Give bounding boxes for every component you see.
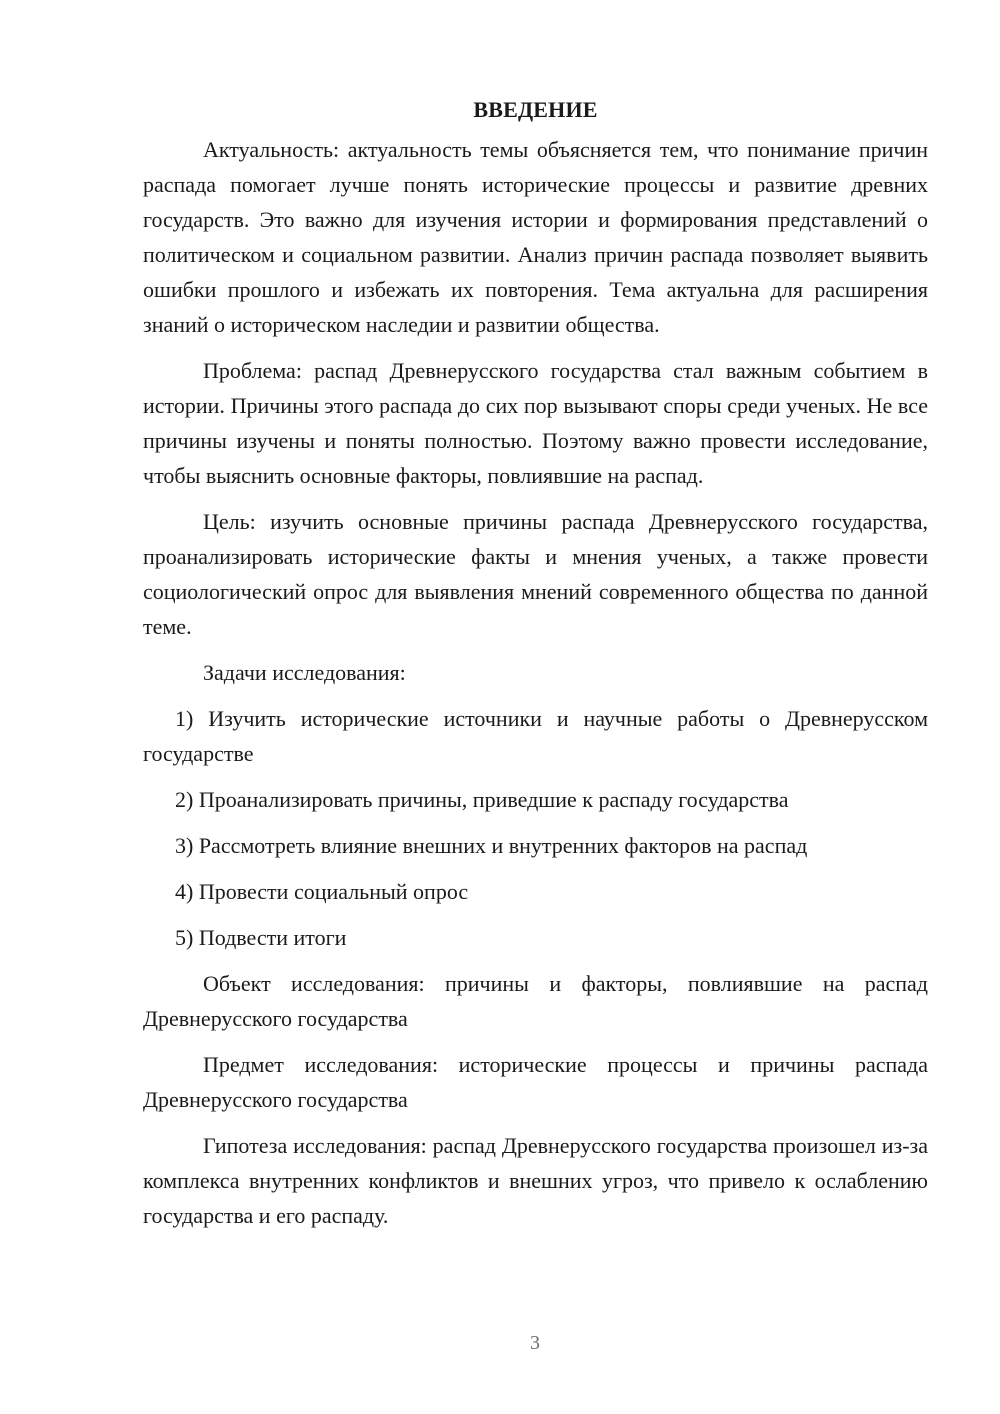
object-paragraph: Объект исследования: причины и факторы, повлиявшие на распад Древнерусского государства (143, 971, 928, 1031)
subject-paragraph: Предмет исследования: исторические процессы и причины распада Древнерусского государства (143, 1052, 928, 1112)
hypothesis-paragraph: Гипотеза исследования: распад Древнерусского государства произошел из-за комплекса внутренних конфликтов и внешних угроз, что привело к ослаблению государства и его распаду. (143, 1133, 928, 1228)
document-title: ВВЕДЕНИЕ (473, 97, 598, 122)
goal-paragraph: Цель: изучить основные причины распада Древнерусского государства, проанализировать исторические факты и мнения ученых, а также провести социологический опрос для выявления мнений современного общества по данной теме. (143, 509, 928, 639)
task-item-1: 1) Изучить исторические источники и научные работы о Древнерусском государстве (143, 706, 928, 766)
document-page (143, 92, 928, 1244)
page-number: 3 (530, 1332, 540, 1354)
relevance-paragraph: Актуальность: актуальность темы объясняется тем, что понимание причин распада помогает лучше понять исторические процессы и развитие древних государств. Это важно для изучения истории и формирования представлений о политическом и социальном развитии. Анализ причин распада позволяет выявить ошибки прошлого и избежать их повторения. Тема актуальна для расширения знаний о историческом наследии и развитии общества. (143, 137, 928, 337)
task-item-3: 3) Рассмотреть влияние внешних и внутренних факторов на распад (175, 833, 808, 858)
tasks-heading: Задачи исследования: (203, 660, 406, 685)
task-item-4: 4) Провести социальный опрос (175, 879, 469, 904)
task-item-5: 5) Подвести итоги (175, 925, 347, 950)
task-item-2: 2) Проанализировать причины, приведшие к распаду государства (175, 787, 789, 812)
problem-paragraph: Проблема: распад Древнерусского государства стал важным событием в истории. Причины этого распада до сих пор вызывают споры среди ученых. Не все причины изучены и поняты полностью. Поэтому важно провести исследование, чтобы выяснить основные факторы, повлиявшие на распад. (143, 358, 928, 488)
